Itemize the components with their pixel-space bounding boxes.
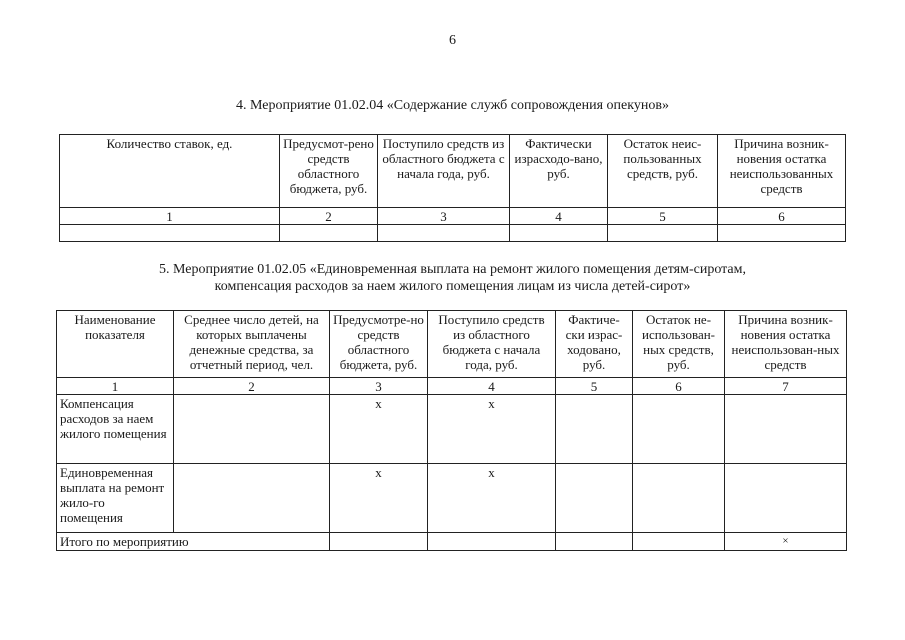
- header-cell: Причина возник-новения остатка неиспользован-ных средств: [725, 311, 847, 378]
- table-header-row: [60, 135, 846, 208]
- column-number: 2: [174, 378, 330, 395]
- row-name: Единовременная выплата на ремонт жило-го помещения: [57, 464, 174, 533]
- section-5-title-line1: 5. Мероприятие 01.02.05 «Единовременная выплата на ремонт жилого помещения детям-сиротам,: [158, 262, 747, 277]
- section-4-title: 4. Мероприятие 01.02.04 «Содержание служб сопровождения опекунов»: [236, 98, 669, 113]
- table-cell: [633, 464, 725, 533]
- table-cell: [556, 395, 633, 464]
- table-cell: ×: [725, 533, 847, 551]
- column-number-row: [57, 378, 847, 395]
- column-number: 1: [60, 208, 280, 225]
- table-cell: [633, 395, 725, 464]
- page-number: 6: [449, 33, 456, 48]
- table-cell: [174, 395, 330, 464]
- table-cell: [725, 464, 847, 533]
- column-number: 1: [57, 378, 174, 395]
- table-cell: [280, 225, 378, 242]
- column-number-row: [60, 208, 846, 225]
- column-number: 6: [718, 208, 846, 225]
- column-number: 6: [633, 378, 725, 395]
- table-cell: [378, 225, 510, 242]
- header-cell: Предусмот-рено средств областного бюджета, руб.: [280, 135, 378, 208]
- table-cell: х: [428, 395, 556, 464]
- header-cell: Поступило средств из областного бюджета с начала года, руб.: [428, 311, 556, 378]
- header-cell: Количество ставок, ед.: [60, 135, 280, 208]
- column-number: 5: [556, 378, 633, 395]
- table-row: [60, 225, 846, 242]
- column-number: 2: [280, 208, 378, 225]
- table-row: [57, 464, 847, 533]
- table-cell: [633, 533, 725, 551]
- section-5-title: [0, 261, 905, 295]
- header-cell: Наименование показателя: [57, 311, 174, 378]
- header-cell: Остаток не-использован-ных средств, руб.: [633, 311, 725, 378]
- table-cell: [510, 225, 608, 242]
- total-label: Итого по мероприятию: [57, 533, 330, 551]
- column-number: 3: [330, 378, 428, 395]
- table-row: [57, 395, 847, 464]
- table-cell: [556, 533, 633, 551]
- header-cell: Предусмотре-но средств областного бюджета, руб.: [330, 311, 428, 378]
- header-cell: Причина возник-новения остатка неиспользованных средств: [718, 135, 846, 208]
- table-cell: х: [330, 464, 428, 533]
- section-5-title-line2: компенсация расходов за наем жилого помещения лицам из числа детей-сирот»: [214, 279, 691, 294]
- header-cell: Фактически израсходо-вано, руб.: [510, 135, 608, 208]
- column-number: 7: [725, 378, 847, 395]
- table-cell: [718, 225, 846, 242]
- header-cell: Среднее число детей, на которых выплачены денежные средства, за отчетный период, чел.: [174, 311, 330, 378]
- table-cell: х: [428, 464, 556, 533]
- section-5-table: [56, 310, 847, 551]
- row-name: Компенсация расходов за наем жилого помещения: [57, 395, 174, 464]
- section-4-table: [59, 134, 846, 242]
- table-cell: [428, 533, 556, 551]
- column-number: 3: [378, 208, 510, 225]
- table-cell: [330, 533, 428, 551]
- column-number: 4: [510, 208, 608, 225]
- table-header-row: [57, 311, 847, 378]
- column-number: 4: [428, 378, 556, 395]
- column-number: 5: [608, 208, 718, 225]
- header-cell: Фактиче-ски израс-ходовано, руб.: [556, 311, 633, 378]
- table-cell: х: [330, 395, 428, 464]
- table-cell: [725, 395, 847, 464]
- header-cell: Остаток неис-пользованных средств, руб.: [608, 135, 718, 208]
- table-cell: [174, 464, 330, 533]
- table-cell: [608, 225, 718, 242]
- total-row: [57, 533, 847, 551]
- table-cell: [556, 464, 633, 533]
- header-cell: Поступило средств из областного бюджета с начала года, руб.: [378, 135, 510, 208]
- table-cell: [60, 225, 280, 242]
